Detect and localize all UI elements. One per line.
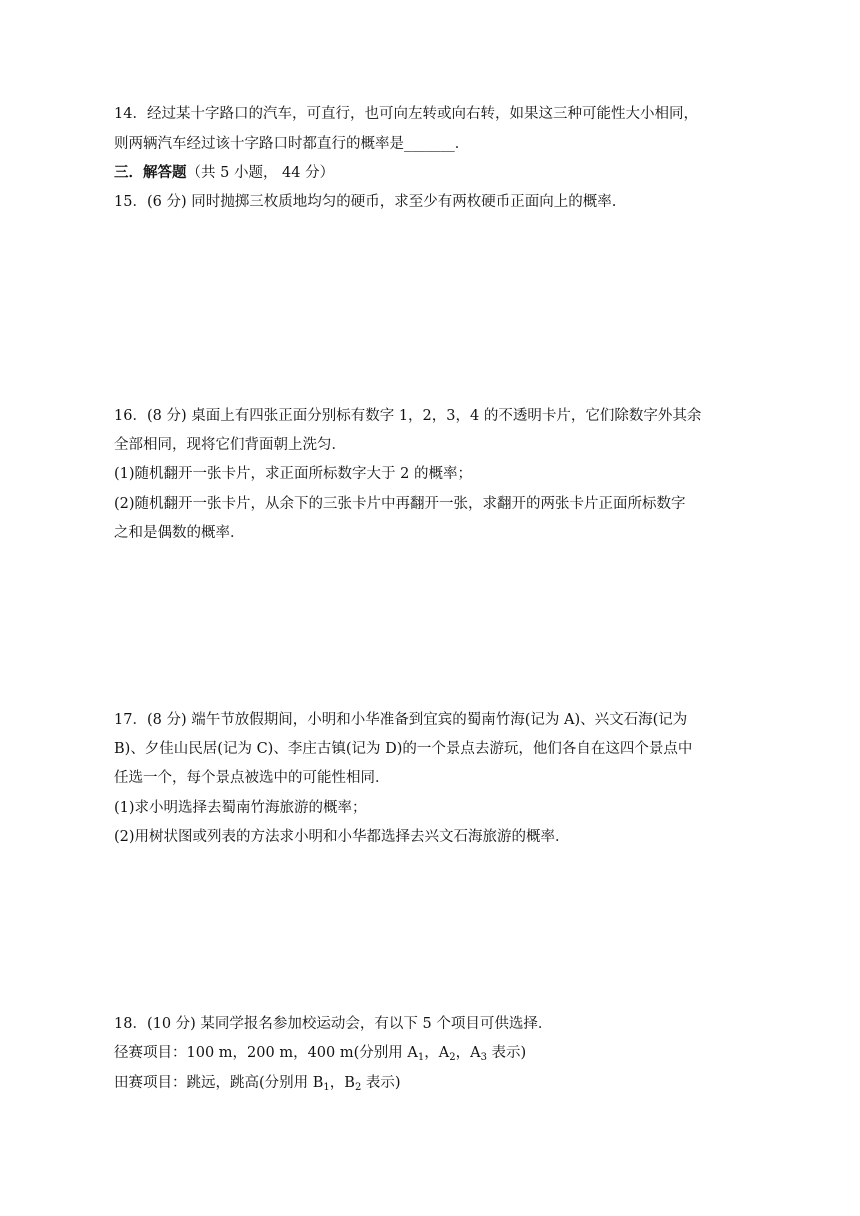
q18-field-text: 田赛项目：跳远，跳高(分别用 B: [114, 1075, 324, 1091]
section-title: 三．解答题: [114, 164, 187, 181]
q17-line-4: (1)求小明选择去蜀南竹海旅游的概率；: [114, 800, 367, 816]
q18-field-text: 表示): [361, 1075, 401, 1091]
q16-line-5: 之和是偶数的概率．: [114, 525, 245, 541]
q14-line-2: 则两辆汽车经过该十字路口时都直行的概率是_______．: [114, 136, 470, 152]
q18-line-1: 18．(10 分) 某同学报名参加校运动会，有以下 5 个项目可供选择．: [114, 1016, 553, 1032]
subscript: 2: [449, 1052, 456, 1063]
q18-line-3: [114, 1073, 401, 1093]
q18-track-text: ，A: [424, 1045, 450, 1061]
subscript: 3: [480, 1052, 487, 1063]
q17-line-2: B)、夕佳山民居(记为 C)、李庄古镇(记为 D)的一个景点去游玩，他们各自在这四个景点中: [114, 741, 693, 757]
q18-field-text: ，B: [329, 1075, 355, 1091]
q18-line-2: [114, 1043, 526, 1063]
q18-track-text: 径赛项目：100 m，200 m，400 m(分别用 A: [114, 1045, 418, 1061]
subscript: 1: [323, 1082, 330, 1093]
subscript: 1: [417, 1052, 425, 1063]
q16-line-2: 全部相同，现将它们背面朝上洗匀．: [114, 437, 346, 453]
section-detail: （共 5 小题， 44 分）: [186, 165, 335, 181]
q17-line-1: 17．(8 分) 端午节放假期间，小明和小华准备到宜宾的蜀南竹海(记为 A)、兴文石海(记为: [114, 712, 688, 728]
q16-line-4: (2)随机翻开一张卡片，从余下的三张卡片中再翻开一张，求翻开的两张卡片正面所标数字: [114, 496, 686, 512]
q18-track-text: 表示): [486, 1045, 527, 1061]
subscript: 2: [354, 1082, 362, 1093]
q16-line-1: 16．(8 分) 桌面上有四张正面分别标有数字 1，2，3，4 的不透明卡片，它们除数字外其余: [114, 408, 702, 424]
question-15: 15．(6 分) 同时抛掷三枚质地均匀的硬币，求至少有两枚硬币正面向上的概率.: [114, 194, 617, 210]
q17-line-5: (2)用树状图或列表的方法求小明和小华都选择去兴文石海旅游的概率．: [114, 829, 570, 845]
q17-line-3: 任选一个，每个景点被选中的可能性相同．: [114, 770, 390, 786]
q16-line-3: (1)随机翻开一张卡片，求正面所标数字大于 2 的概率；: [114, 466, 472, 482]
q18-track-text: ，A: [455, 1045, 481, 1061]
section-heading: [114, 163, 334, 183]
q14-line-1: 14．经过某十字路口的汽车，可直行，也可向左转或向右转，如果这三种可能性大小相同，: [114, 106, 698, 122]
